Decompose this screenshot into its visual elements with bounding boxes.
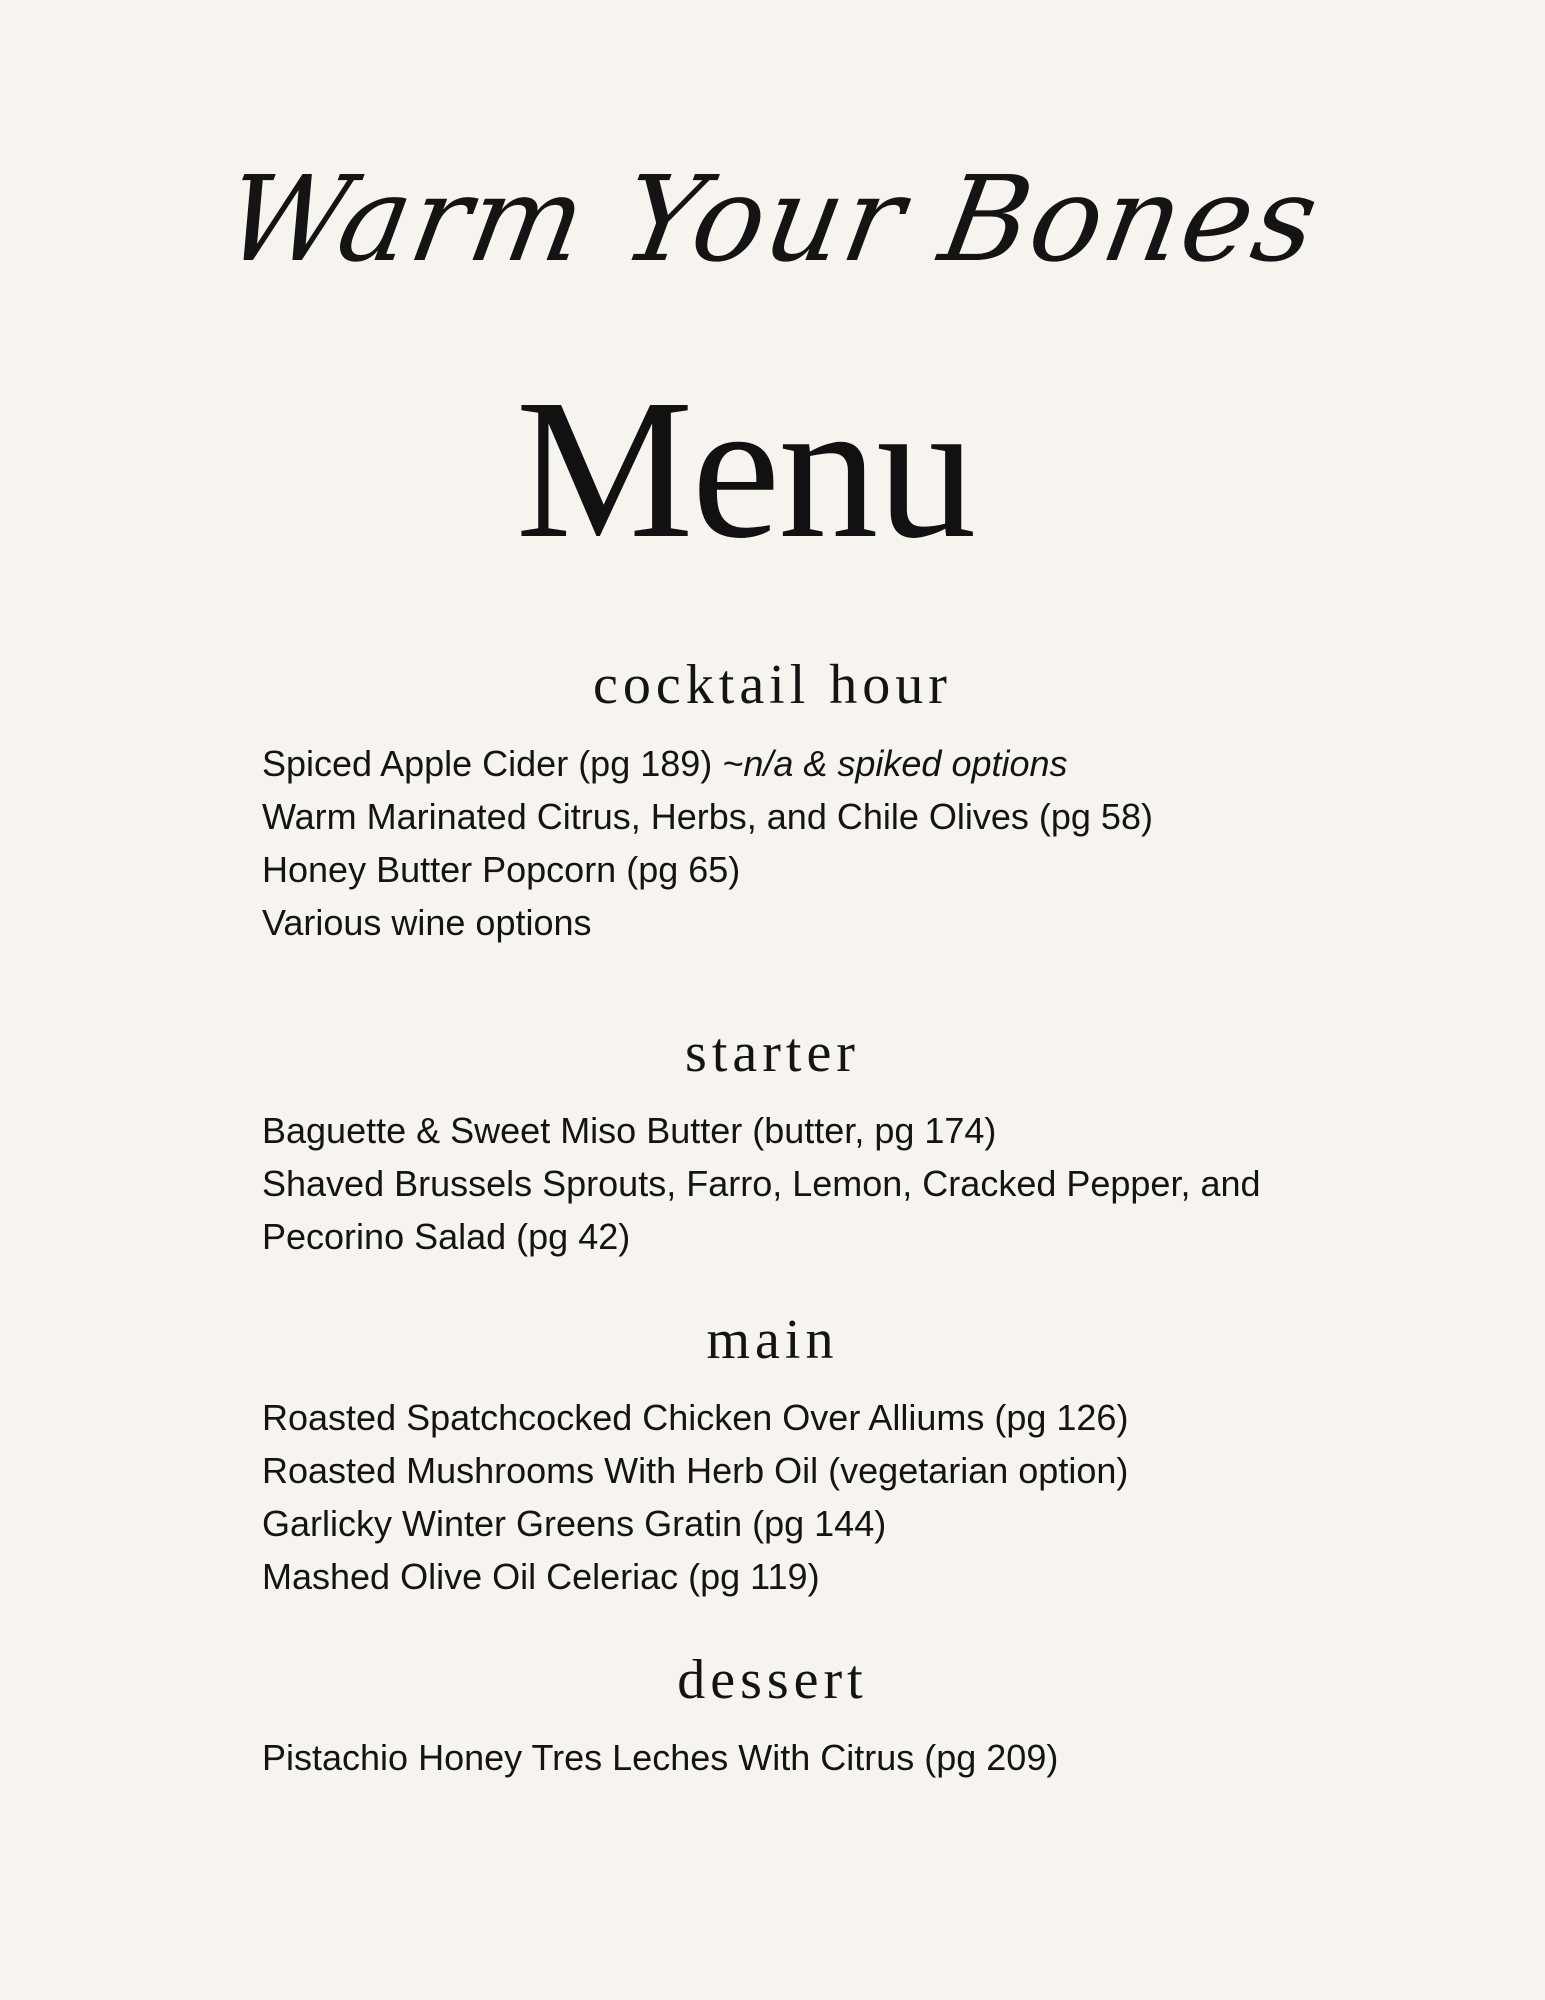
section-heading-starter: starter <box>685 1022 860 1084</box>
menu-item: Pistachio Honey Tres Leches With Citrus (pg 209) <box>262 1737 1059 1778</box>
section-heading-main: main <box>706 1309 839 1371</box>
menu-item: Baguette & Sweet Miso Butter (butter, pg 174) <box>262 1110 997 1151</box>
script-title: Warm Your Bones <box>215 150 1330 288</box>
menu-item: Roasted Spatchcocked Chicken Over Alliums (pg 126) <box>262 1397 1129 1438</box>
section-items-dessert <box>262 1731 1312 1784</box>
page-title: Menu <box>515 359 975 580</box>
menu-item: Mashed Olive Oil Celeriac (pg 119) <box>262 1556 820 1597</box>
menu-item: Honey Butter Popcorn (pg 65) <box>262 849 741 890</box>
section-items-cocktail-hour <box>262 737 1312 949</box>
section-heading-dessert: dessert <box>677 1649 868 1711</box>
menu-item-note: ~n/a & spiked options <box>722 743 1068 784</box>
menu-item: Various wine options <box>262 902 592 943</box>
section-items-main <box>262 1391 1312 1603</box>
menu-item-text: Spiced Apple Cider (pg 189) <box>262 743 723 784</box>
section-items-starter <box>262 1104 1262 1263</box>
menu-item: Roasted Mushrooms With Herb Oil (vegetarian option) <box>262 1450 1129 1491</box>
menu-item: Shaved Brussels Sprouts, Farro, Lemon, Cracked Pepper, and Pecorino Salad (pg 42) <box>262 1163 1261 1257</box>
section-heading-cocktail-hour: cocktail hour <box>593 654 952 716</box>
menu-item <box>262 737 1312 790</box>
menu-item: Garlicky Winter Greens Gratin (pg 144) <box>262 1503 887 1544</box>
menu-item: Warm Marinated Citrus, Herbs, and Chile Olives (pg 58) <box>262 796 1153 837</box>
